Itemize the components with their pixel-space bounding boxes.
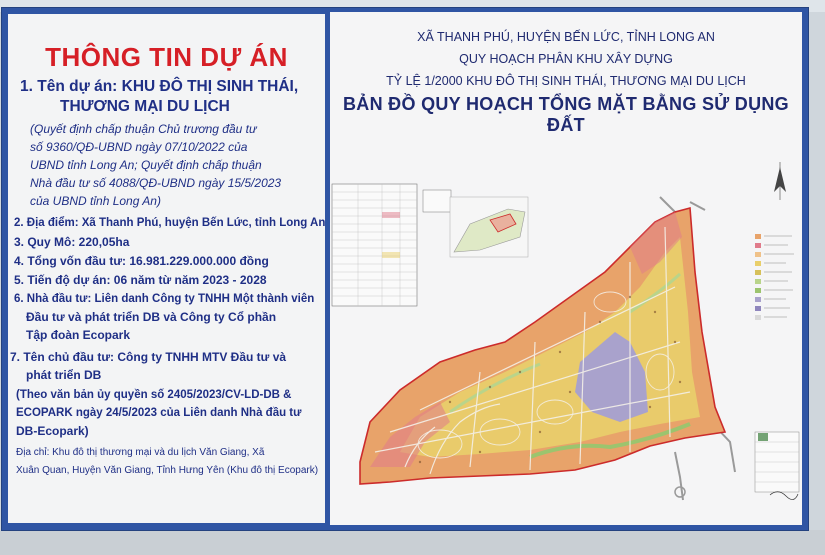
plan-type-line: QUY HOẠCH PHÂN KHU XÂY DỰNG bbox=[459, 52, 673, 66]
info-line: ECOPARK ngày 24/5/2023 của Liên danh Nhà đầu tư bbox=[16, 407, 302, 419]
info-line: 4. Tổng vốn đầu tư: 16.981.229.000.000 đồng bbox=[14, 254, 269, 268]
info-line: 7. Tên chủ đầu tư: Công ty TNHH MTV Đầu tư và bbox=[10, 350, 287, 364]
location-inset-map bbox=[450, 197, 528, 257]
info-line: Tập đoàn Ecopark bbox=[26, 328, 131, 342]
info-line: DB-Ecopark) bbox=[16, 424, 89, 438]
info-line: của UBND tỉnh Long An) bbox=[30, 194, 161, 208]
scale-line: TỶ LỆ 1/2000 KHU ĐÔ THỊ SINH THÁI, THƯƠNG MẠI DU LỊCH bbox=[386, 74, 746, 88]
info-line: (Theo văn bản ủy quyền số 2405/2023/CV-LD-DB & bbox=[16, 389, 292, 401]
info-line: Địa chỉ: Khu đô thị thương mại và du lịch Văn Giang, Xã bbox=[16, 447, 265, 458]
north-arrow-icon bbox=[774, 162, 786, 200]
info-line: Đầu tư và phát triển DB và Công ty Cổ phần bbox=[26, 310, 277, 324]
project-info-panel bbox=[8, 14, 325, 523]
info-line: số 9360/QĐ-UBND ngày 07/10/2022 của bbox=[30, 140, 248, 154]
info-line: phát triển DB bbox=[26, 368, 102, 382]
info-line: 1. Tên dự án: KHU ĐÔ THỊ SINH THÁI, bbox=[20, 78, 299, 95]
info-line: THƯƠNG MẠI DU LỊCH bbox=[60, 98, 230, 115]
map-legend bbox=[755, 234, 794, 320]
land-use-map bbox=[330, 12, 802, 525]
ground bbox=[0, 530, 825, 555]
info-line: 6. Nhà đầu tư: Liên danh Công ty TNHH Một thành viên bbox=[14, 293, 315, 305]
info-line: 2. Địa điểm: Xã Thanh Phú, huyện Bến Lức, tỉnh Long An bbox=[14, 217, 325, 229]
planning-map-panel bbox=[330, 12, 802, 525]
land-use-table bbox=[332, 184, 417, 306]
info-line: Nhà đầu tư số 4088/QĐ-UBND ngày 15/5/2023 bbox=[30, 176, 282, 190]
summary-table bbox=[423, 190, 451, 212]
info-line: 5. Tiến độ dự án: 06 năm từ năm 2023 - 2028 bbox=[14, 273, 267, 287]
info-line: 3. Quy Mô: 220,05ha bbox=[14, 235, 130, 249]
panel-title: THÔNG TIN DỰ ÁN bbox=[45, 42, 288, 72]
info-line: UBND tỉnh Long An; Quyết định chấp thuận bbox=[30, 158, 262, 172]
location-line: XÃ THANH PHÚ, HUYỆN BẾN LỨC, TỈNH LONG AN bbox=[417, 30, 715, 44]
info-line: Xuân Quan, Huyện Văn Giang, Tỉnh Hưng Yên (Khu đô thị Ecopark) bbox=[16, 465, 319, 476]
map-info-block bbox=[755, 432, 799, 500]
info-line: (Quyết định chấp thuận Chủ trương đầu tư bbox=[30, 122, 257, 136]
map-title: BẢN ĐỒ QUY HOẠCH TỔNG MẶT BẰNG SỬ DỤNG ĐẤT bbox=[342, 94, 789, 135]
roundabout bbox=[675, 487, 685, 497]
